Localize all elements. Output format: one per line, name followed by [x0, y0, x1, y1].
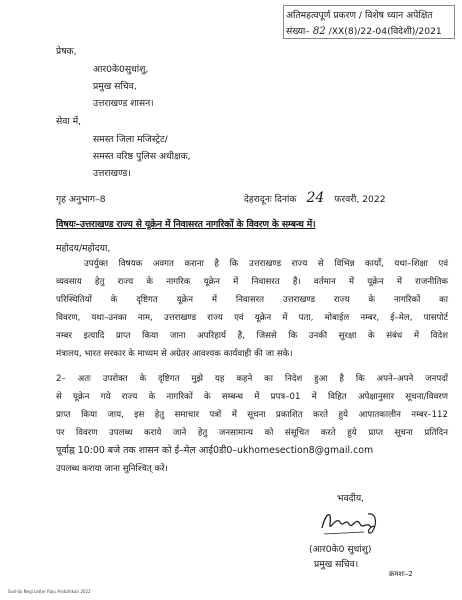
para2-line: प्राप्त किया जाय, इस हेतु समाचार पत्रों में सूचना प्रकाशित करते हुये आपातकालीन नम्बर–112 — [56, 410, 448, 420]
place-date-label: देहरादूनः दिनांक — [244, 194, 297, 205]
recipient-police-superintendents: समस्त वरिष्ठ पुलिस अधीक्षक, — [93, 151, 191, 162]
recipient-label: सेवा में, — [56, 116, 82, 127]
recipient-state: उत्तराखण्ड। — [93, 168, 131, 179]
footer-credits: Sushila Negi Letter Raju Anduthkari 2022 — [8, 589, 91, 594]
continued-note: क्रमशः–2 — [389, 570, 413, 578]
month-year: फरवरी, 2022 — [334, 194, 386, 205]
para2-line: 2– अतः उपरोक्त के दृष्टिगत मुझे यह कहने का निदेश हुआ है कि अपने–अपने जनपदों — [56, 374, 448, 384]
recipient-district-magistrates: समस्त जिला मजिस्ट्रेट/ — [93, 134, 168, 145]
para1-line: मंत्रालय, भारत सरकार के माध्यम से अग्रेतर आवश्यक कार्यवाही की जा सके। — [56, 349, 293, 359]
reference-number — [286, 24, 442, 37]
closing-yours: भवदीय, — [337, 493, 365, 504]
reference-label: संख्या– — [286, 26, 310, 37]
para1-line: परिस्थितियों के दृष्टिगत यूक्रेन में निवासरत उत्तराखण्ड राज्य के नागरिकों का — [56, 295, 448, 305]
signatory-name: (आर0के0 सुधांशु) — [309, 544, 372, 555]
para2-line: उपलब्ध कराया जाना सुनिश्चित् करें। — [56, 464, 168, 474]
signature-image — [316, 502, 386, 542]
sender-government: उत्तराखण्ड शासन। — [93, 98, 154, 109]
handwritten-day: 24 — [306, 190, 325, 206]
reference-handwritten-number: 82 — [312, 26, 326, 37]
priority-note: अतिमहत्वपूर्ण प्रकरण / विशेष ध्यान अपेक्षित — [286, 10, 433, 21]
subject-line: विषयः–उत्तराखण्ड राज्य से यूक्रेन में निवासरत नागरिकों के विवरण के सम्बन्ध में। — [56, 219, 316, 230]
paragraph-1 — [56, 255, 448, 363]
para1-line: उपर्युक्त विषयक अवगत कराना है कि उत्तराखण्ड राज्य से विभिन्न कार्यों, यथा–शिक्षा एवं — [84, 259, 448, 269]
place-and-date — [244, 190, 386, 206]
para2-line-email: पूर्वाह्न 10:00 बजे तक शासन को ई–मेल आई0डी0–ukhomesection8@gmail.com — [56, 445, 374, 456]
section-name: गृह अनुभाग–8 — [56, 194, 106, 205]
para2-line: से यूक्रेन गये राज्य के नागरिकों के सम्बन्ध में प्रपत्र–01 में विहित अपेक्षानुसार सूचना/विवरण — [56, 392, 448, 402]
sender-label: प्रेषक, — [56, 46, 77, 57]
sender-designation: प्रमुख सचिव, — [93, 81, 137, 92]
para1-line: व्यवसाय हेतु राज्य के नागरिक यूक्रेन में निवासरत हैं। वर्तमान में यूक्रेन में राजनीतिक — [56, 277, 448, 287]
para2-line: पर विवरण उपलब्ध कराये जाने हेतु जनसामान्य को संसूचित करते हुये प्राप्त सूचना प्रतिदिन — [56, 428, 448, 438]
paragraph-2 — [56, 370, 448, 478]
signatory-designation: प्रमुख सचिव। — [314, 559, 359, 570]
para1-line: विवरण, यथा–उनका नाम, उत्तराखण्ड राज्य एवं यूक्रेन में पता, मोबाईल नम्बर, ई–मेल, पासपोर्ट — [56, 313, 448, 323]
reference-rest: /XX(8)/22-04(विदेशी)/2021 — [328, 26, 442, 37]
sender-name: आर0के0सुधांशु, — [93, 64, 149, 75]
salutation: महोदय/महोदया, — [56, 243, 111, 254]
para1-line: नम्बर इत्यादि प्राप्त किया जाना अपरिहार्य है, जिससे कि उनकी सुरक्षा के संबंध में विदेश — [56, 331, 448, 341]
